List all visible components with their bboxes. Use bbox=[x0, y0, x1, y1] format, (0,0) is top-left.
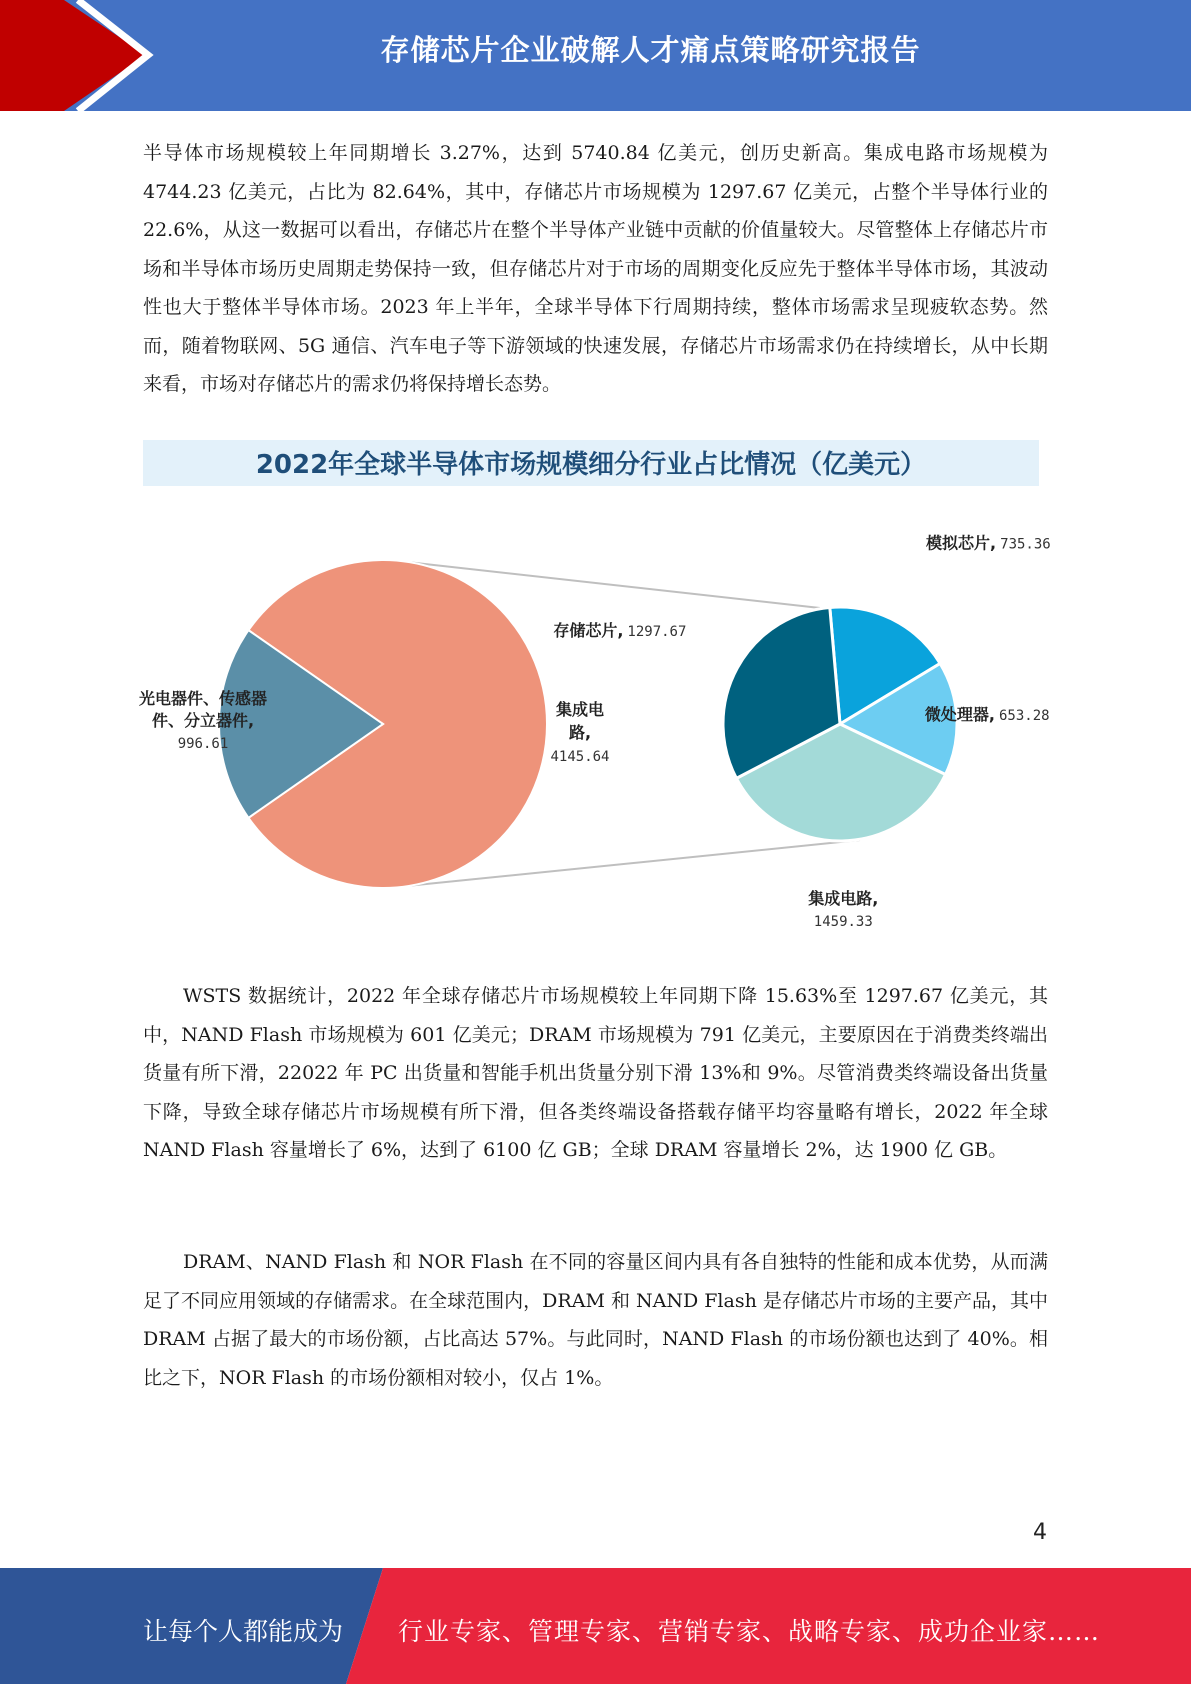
sub-slice-3-label: 集成电路, 1459.33 bbox=[808, 888, 879, 930]
main-slice-2-label: 光电器件、传感器 bbox=[138, 689, 268, 708]
main-slice-2-label: 件、分立器件, bbox=[151, 711, 255, 730]
main-slice-1-value: 4145.64 bbox=[550, 749, 610, 765]
page-header bbox=[0, 0, 1191, 111]
document-title: 存储芯片企业破解人才痛点策略研究报告 bbox=[380, 33, 921, 67]
main-slice-1-label: 路, bbox=[568, 723, 592, 742]
sub-slice-4-label: 存储芯片, 1297.67 bbox=[553, 621, 687, 641]
page-footer bbox=[0, 1568, 1191, 1684]
paragraph-memory-types: DRAM、NAND Flash 和 NOR Flash 在不同的容量区间内具有各自独特的性能和成本优势，从而满足了不同应用领域的存储需求。在全球范围内，DRAM 和 NAND Flash 是存储芯片市场的主要产品，其中 DRAM 占据了最大的市场份额，占比高达 57%。与此同时，NAND Flash 的市场份额也达到了 40%。相比之下，NOR Flash 的市场份额相对较小，仅占 1%。 bbox=[143, 1251, 1048, 1389]
sub-slice-1-label: 模拟芯片, 735.36 bbox=[926, 533, 1051, 553]
page-number: 4 bbox=[1033, 1520, 1047, 1545]
footer-slogan-right: 行业专家、管理专家、营销专家、战略专家、成功企业家…… bbox=[398, 1617, 1101, 1646]
pie-chart-canvas bbox=[138, 438, 1051, 930]
chart-title: 2022年全球半导体市场规模细分行业占比情况（亿美元） bbox=[255, 450, 927, 480]
main-slice-2-value: 996.61 bbox=[177, 736, 229, 752]
semiconductor-pie-chart bbox=[138, 438, 1051, 930]
paragraph-wsts-statistics: WSTS 数据统计，2022 年全球存储芯片市场规模较上年同期下降 15.63%至 1297.67 亿美元，其中，NAND Flash 市场规模为 601 亿美元；DRAM 市场规模为 791 亿美元，主要原因在于消费类终端出货量有所下滑，22022 年 PC 出货量和智能手机出货量分别下滑 13%和 9%。尽管消费类终端设备出货量下降，导致全球存储芯片市场规模有所下滑，但各类终端设备搭载存储平均容量略有增长，2022 年全球 NAND Flash 容量增长了 6%，达到了 6100 亿 GB；全球 DRAM 容量增长 2%，达 1900 亿 GB。 bbox=[143, 985, 1048, 1161]
footer-slogan-left: 让每个人都能成为 bbox=[143, 1617, 344, 1646]
main-slice-1-label: 集成电 bbox=[555, 700, 605, 719]
paragraph-market-overview: 半导体市场规模较上年同期增长 3.27%，达到 5740.84 亿美元，创历史新高。集成电路市场规模为 4744.23 亿美元，占比为 82.64%，其中，存储芯片市场规模为 1297.67 亿美元，占整个半导体行业的 22.6%，从这一数据可以看出，存储芯片在整个半导体产业链中贡献的价值量较大。尽管整体上存储芯片市场和半导体市场历史周期走势保持一致，但存储芯片对于市场的周期变化反应先于整体半导体市场，其波动性也大于整体半导体市场。2023 年上半年，全球半导体下行周期持续，整体市场需求呈现疲软态势。然而，随着物联网、5G 通信、汽车电子等下游领域的快速发展，存储芯片市场需求仍在持续增长，从中长期来看，市场对存储芯片的需求仍将保持增长态势。 bbox=[143, 142, 1048, 395]
sub-slice-2-label: 微处理器, 653.28 bbox=[924, 704, 1050, 724]
